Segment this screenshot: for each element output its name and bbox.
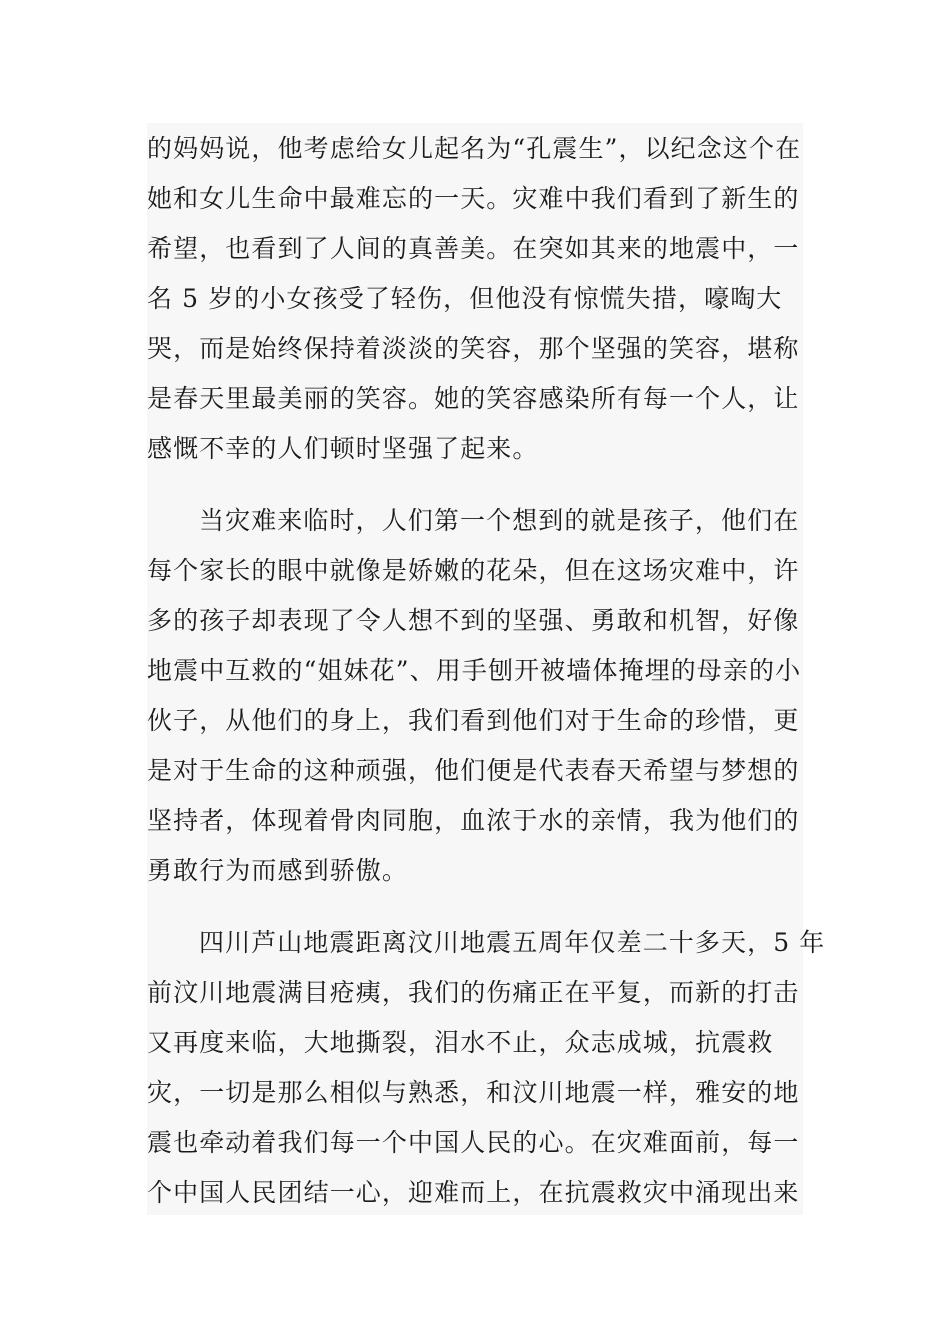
paragraph-1-line-3: 希望，也看到了人间的真善美。在突如其来的地震中，一 [147,234,800,263]
paragraph-2-line-2: 每个家长的眼中就像是娇嫩的花朵，但在这场灾难中，许 [147,556,800,585]
document-text-block [147,123,826,1215]
paragraph-1-line-1: 的妈妈说，他考虑给女儿起名为“孔震生”，以纪念这个在 [147,134,802,163]
paragraph-2-line-1: 当灾难来临时，人们第一个想到的就是孩子，他们在 [199,506,800,535]
paragraph-2-line-8: 勇敢行为而感到骄傲。 [147,856,409,885]
paragraph-2-line-5: 伙子，从他们的身上，我们看到他们对于生命的珍惜，更 [147,706,800,735]
paragraph-2-line-3: 多的孩子却表现了令人想不到的坚强、勇敢和机智，好像 [147,606,800,635]
paragraph-1-line-6: 是春天里最美丽的笑容。她的笑容感染所有每一个人，让 [147,384,800,413]
paragraph-2-line-6: 是对于生命的这种顽强，他们便是代表春天希望与梦想的 [147,756,800,785]
paragraph-1-line-7: 感慨不幸的人们顿时坚强了起来。 [147,434,539,463]
paragraph-2-line-7: 坚持者，体现着骨肉同胞，血浓于水的亲情，我为他们的 [147,806,800,835]
paragraph-3-line-2: 前汶川地震满目疮痍，我们的伤痛正在平复，而新的打击 [147,978,800,1007]
paragraph-3-line-6: 个中国人民团结一心，迎难而上，在抗震救灾中涌现出来 [147,1178,800,1207]
paragraph-1-line-5: 哭，而是始终保持着淡淡的笑容，那个坚强的笑容，堪称 [147,334,800,363]
paragraph-3-line-5: 震也牵动着我们每一个中国人民的心。在灾难面前，每一 [147,1128,800,1157]
paragraph-1-line-2: 她和女儿生命中最难忘的一天。灾难中我们看到了新生的 [147,184,800,213]
paragraph-1-line-4: 名 5 岁的小女孩受了轻伤，但他没有惊慌失措，嚎啕大 [147,284,783,313]
paragraph-2-line-4: 地震中互救的“姐妹花”、用手刨开被墙体掩埋的母亲的小 [147,656,802,685]
paragraph-3-line-1: 四川芦山地震距离汶川地震五周年仅差二十多天，5 年 [199,928,826,957]
paragraph-3-line-3: 又再度来临，大地撕裂，泪水不止，众志成城，抗震救 [147,1028,774,1057]
paragraph-3-line-4: 灾，一切是那么相似与熟悉，和汶川地震一样，雅安的地 [147,1078,800,1107]
